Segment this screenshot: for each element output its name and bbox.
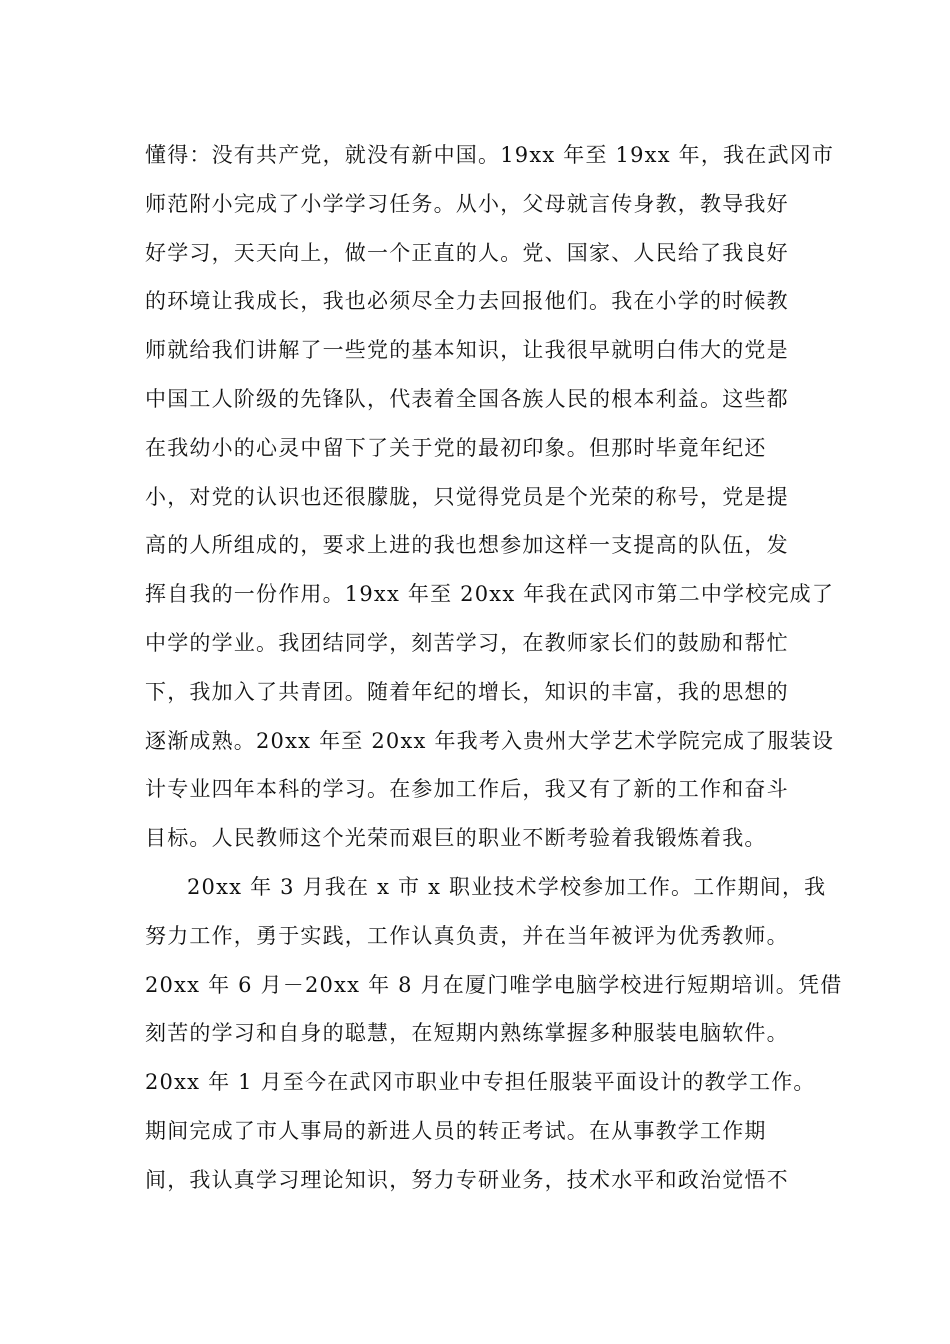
text-line: 计专业四年本科的学习。在参加工作后，我又有了新的工作和奋斗	[145, 777, 789, 802]
text-line: 20xx 年 1 月至今在武冈市职业中专担任服装平面设计的教学工作。	[145, 1070, 816, 1095]
text-line: 小，对党的认识也还很朦胧，只觉得党员是个光荣的称号，党是提	[145, 484, 789, 509]
text-line: 刻苦的学习和自身的聪慧，在短期内熟练掌握多种服装电脑软件。	[145, 1021, 789, 1046]
text-line: 挥自我的一份作用。19xx 年至 20xx 年我在武冈市第二中学校完成了	[145, 582, 835, 607]
text-line: 努力工作，勇于实践，工作认真负责，并在当年被评为优秀教师。	[145, 923, 789, 948]
text-line: 逐渐成熟。20xx 年至 20xx 年我考入贵州大学艺术学院完成了服装设	[145, 728, 835, 753]
text-line: 20xx 年 6 月－20xx 年 8 月在厦门唯学电脑学校进行短期培训。凭借	[145, 972, 843, 997]
text-line: 下，我加入了共青团。随着年纪的增长，知识的丰富，我的思想的	[145, 679, 789, 704]
text-line: 目标。人民教师这个光荣而艰巨的职业不断考验着我锻炼着我。	[145, 826, 767, 851]
text-line: 好学习，天天向上，做一个正直的人。党、国家、人民给了我良好	[145, 240, 789, 265]
text-line: 高的人所组成的，要求上进的我也想参加这样一支提高的队伍，发	[145, 533, 789, 558]
text-line: 中学的学业。我团结同学，刻苦学习，在教师家长们的鼓励和帮忙	[145, 630, 789, 655]
text-line: 懂得：没有共产党，就没有新中国。19xx 年至 19xx 年，我在武冈市	[145, 143, 835, 167]
text-line: 在我幼小的心灵中留下了关于党的最初印象。但那时毕竟年纪还	[145, 435, 767, 460]
text-line: 期间完成了市人事局的新进人员的转正考试。在从事教学工作期	[145, 1118, 767, 1143]
text-line: 的环境让我成长，我也必须尽全力去回报他们。我在小学的时候教	[145, 289, 789, 314]
body-text	[145, 131, 843, 1205]
paragraph-first-line: 20xx 年 3 月我在 x 市 x 职业技术学校参加工作。工作期间，我	[187, 874, 827, 899]
text-line: 师范附小完成了小学学习任务。从小，父母就言传身教，教导我好	[145, 191, 789, 216]
text-line: 中国工人阶级的先锋队，代表着全国各族人民的根本利益。这些都	[145, 386, 789, 411]
text-line: 师就给我们讲解了一些党的基本知识，让我很早就明白伟大的党是	[145, 338, 789, 363]
text-line: 间，我认真学习理论知识，努力专研业务，技术水平和政治觉悟不	[145, 1167, 789, 1192]
